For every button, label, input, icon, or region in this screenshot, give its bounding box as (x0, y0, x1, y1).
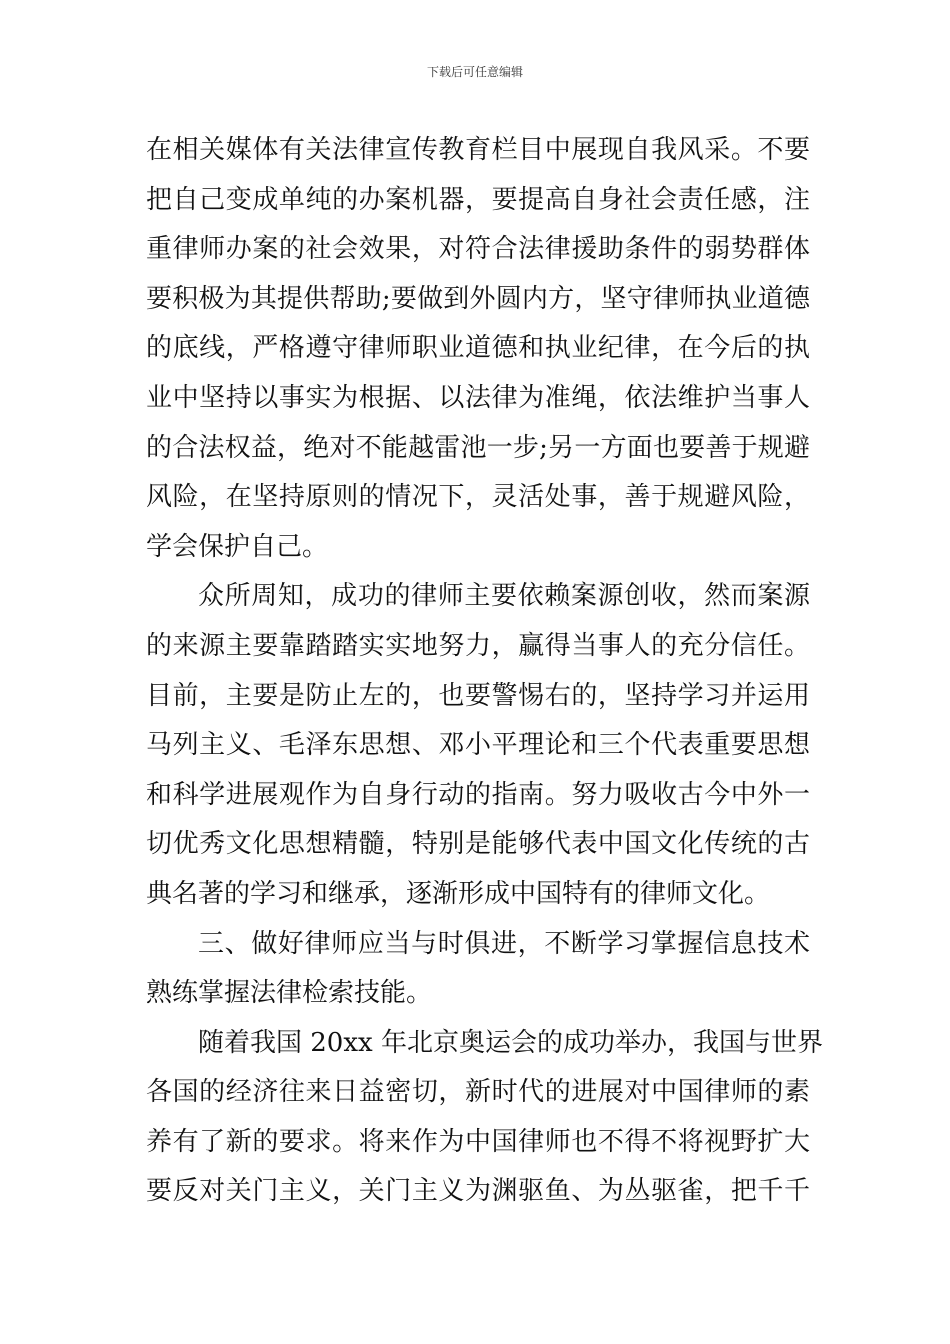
text-line: 和科学进展观作为自身行动的指南。努力吸收古今中外一 (146, 779, 810, 810)
text-line: 要反对关门主义，关门主义为渊驱鱼、为丛驱雀，把千千 (146, 1176, 810, 1207)
text-line: 的来源主要靠踏踏实实地努力，赢得当事人的充分信任。 (146, 630, 810, 661)
text-line: 业中坚持以事实为根据、以法律为准绳，依法维护当事人 (146, 382, 810, 413)
text-line: 切优秀文化思想精髓，特别是能够代表中国文化传统的古 (146, 829, 810, 860)
text-line: 随着我国 20xx 年北京奥运会的成功举办，我国与世界 (198, 1027, 823, 1058)
text-line: 典名著的学习和继承，逐渐形成中国特有的律师文化。 (146, 878, 771, 909)
text-line: 重律师办案的社会效果，对符合法律援助条件的弱势群体 (146, 234, 810, 265)
text-line: 的合法权益，绝对不能越雷池一步;另一方面也要善于规避 (146, 432, 810, 463)
page-header-note: 下载后可任意编辑 (426, 65, 523, 79)
document-body (146, 126, 823, 1217)
text-line: 把自己变成单纯的办案机器，要提高自身社会责任感，注 (146, 184, 810, 215)
text-line: 风险，在坚持原则的情况下，灵活处事，善于规避风险， (146, 482, 810, 513)
text-line: 的底线，严格遵守律师职业道德和执业纪律，在今后的执 (146, 333, 810, 364)
text-line: 马列主义、毛泽东思想、邓小平理论和三个代表重要思想 (146, 730, 810, 761)
text-line: 在相关媒体有关法律宣传教育栏目中展现自我风采。不要 (146, 135, 810, 165)
text-line: 养有了新的要求。将来作为中国律师也不得不将视野扩大 (146, 1126, 810, 1157)
text-line: 要积极为其提供帮助;要做到外圆内方，坚守律师执业道德 (146, 283, 810, 314)
text-line: 各国的经济往来日益密切，新时代的进展对中国律师的素 (146, 1077, 810, 1108)
text-line: 众所周知，成功的律师主要依赖案源创收，然而案源 (198, 581, 810, 612)
text-line: 目前，主要是防止左的，也要警惕右的，坚持学习并运用 (146, 680, 810, 711)
text-line: 熟练掌握法律检索技能。 (146, 978, 433, 1009)
text-line: 三、做好律师应当与时俱进，不断学习掌握信息技术 (198, 928, 810, 959)
text-line: 学会保护自己。 (146, 531, 329, 562)
